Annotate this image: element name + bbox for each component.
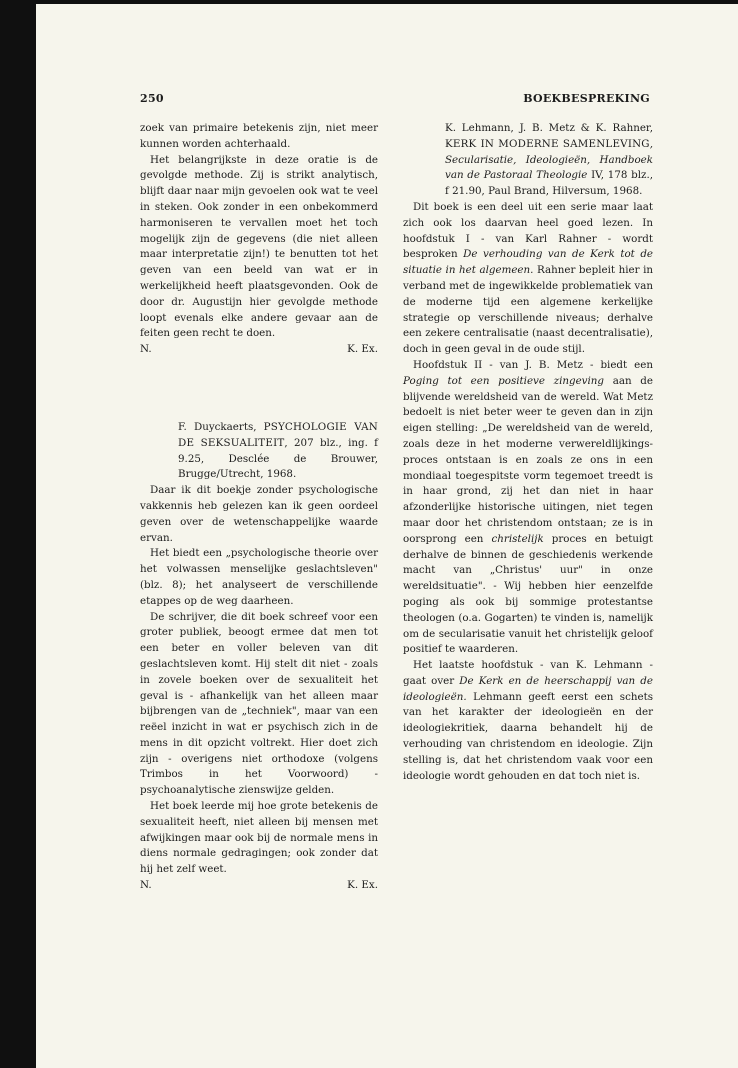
- ref-authors: F. Duyckaerts,: [178, 420, 264, 433]
- text-run: Het laatste hoofdstuk - van K. Lehmann - gaat over: [403, 659, 653, 687]
- paragraph: [403, 658, 653, 784]
- page-number: 250: [140, 92, 164, 105]
- ref-details: IV, 178 blz., f 21.90, Paul Brand, Hilversum, 1968.: [445, 169, 654, 198]
- signature-name: K. Ex.: [347, 879, 378, 892]
- text-run: Rahner bepleit hier in verband met de ingewikkelde problematiek van de moderne tijd een algemene kerkelijke strategie op verschillende niveaus; derhalve een zekere centralisatie (naast decentralisatie), doch in geen geval in de oude stijl.: [403, 264, 653, 356]
- emphasis: christelijk: [491, 532, 544, 545]
- ref-title: KERK IN MODERNE SAMENLEVING: [445, 137, 650, 150]
- text-run: proces en betuigt derhalve de binnen de geschiedenis werkende macht van „Christus' uur" in onze wereldsituatie". - Wij hebben hier eenzelfde poging als ook bij sommige protestantse theologen (o.a. Gogarten) te vinden is, namelijk om de secularisatie vanuit het christelijk geloof positief te waarderen.: [403, 532, 653, 656]
- paragraph: Het belangrijkste in deze oratie is de gevolgde methode. Zij is strikt analytisch, blijft daar naar mijn gevoelen ook wat te veel in steken. Ook zonder in een onbekommerd harmoniseren te vervallen moet het toch mogelijk zijn de gegevens (die niet alleen maar interpretatie zijn!) te benutten tot het geven van een beeld van wat er in werkelijkheid heeft plaatsgevonden. Ook de door dr. Augustijn hier gevolgde methode loopt evenals elke andere gevaar aan de feiten geen recht te doen.: [140, 153, 378, 340]
- chapter-title: De verhouding van de Kerk tot de situatie in het algemeen.: [403, 248, 654, 277]
- paragraph: zoek van primaire betekenis zijn, niet meer kunnen worden achterhaald.: [140, 122, 378, 150]
- text-run: Hoofdstuk II - van J. B. Metz - biedt een: [413, 358, 653, 371]
- text-run: aan de blijvende wereldsheid van de wereld. Wat Metz bedoelt is niet beter weer te geven dan in zijn eigen stelling: „De wereldsheid van de wereld, zoals deze in het moderne verwereldlijkings-proces ontstaan is en zoals ze ons in een mondiaal toegespitste vorm tegemoet treedt is in haar grond, zij het dan niet in haar afzonderlijke historische uitingen, niet tegen maar door het christendom ontstaan; ze is in oorsprong een: [403, 374, 653, 545]
- paragraph: Daar ik dit boekje zonder psychologische vakkennis heb gelezen kan ik geen oordeel geven over de wetenschappelijke waarde ervan.: [140, 484, 378, 544]
- signature-name: K. Ex.: [347, 343, 378, 356]
- ref-details: , 207 blz., ing. f 9.25, Desclée de Brouwer, Brugge/Utrecht, 1968.: [178, 436, 378, 481]
- book-reference: [403, 121, 653, 200]
- signature-initial: N.: [140, 343, 152, 356]
- ref-subtitle: , Secularisatie, Ideologieën, Handboek van de Pastoraal Theologie: [445, 137, 653, 182]
- text-run: Dit boek is een deel uit een serie maar laat zich ook los daarvan heel goed lezen. In hoofdstuk I - van Karl Rahner - wordt besproken: [403, 200, 653, 261]
- reviewer-signature: [140, 878, 378, 894]
- right-column: [403, 121, 653, 784]
- paragraph: De schrijver, die dit boek schreef voor een groter publiek, beoogt ermee dat men tot een beter en voller beleven van dit geslachtsleven komt. Hij stelt dit niet - zoals in zovele boeken over de sexualiteit het geval is - afhankelijk van het alleen maar bijbrengen van de „techniek", maar van een reëel inzicht in wat er psychisch zich in de mens in dit opzicht voltrekt. Hier doet zich zijn - overigens niet orthodoxe (volgens Trimbos in het Voorwoord) - psychoanalytische zienswijze gelden.: [140, 610, 378, 797]
- paragraph: [403, 200, 653, 358]
- chapter-title: De Kerk en de heerschappij van de ideologieën.: [403, 674, 653, 703]
- paragraph: Het biedt een „psychologische theorie over het volwassen menselijke geslachtsleven" (blz. 8); het analyseert de verschillende etappes op de weg daarheen.: [140, 547, 378, 607]
- ref-authors: K. Lehmann, J. B. Metz & K. Rahner,: [445, 122, 653, 134]
- book-reference: [140, 420, 378, 483]
- left-column: [140, 121, 378, 894]
- scan-left-border: [0, 0, 36, 1068]
- reviewer-signature: [140, 342, 378, 358]
- signature-initial: N.: [140, 879, 152, 892]
- running-title: BOEKBESPREKING: [523, 92, 650, 105]
- paragraph: [403, 358, 653, 658]
- ref-title: PSYCHOLOGIE VAN DE SEKSUALITEIT: [178, 420, 378, 449]
- chapter-title: Poging tot een positieve zingeving: [403, 374, 605, 387]
- text-run: Lehmann geeft eerst een schets van het karakter der ideologieën en der ideologiekritiek, daarna behandelt hij de verhouding van christendom en ideologie. Zijn stelling is, dat het christendom vaak voor een ideologie wordt gehouden en dat toch niet is.: [403, 690, 653, 782]
- scan-top-border: [0, 0, 738, 4]
- paragraph: Het boek leerde mij hoe grote betekenis de sexualiteit heeft, niet alleen bij mensen met afwijkingen maar ook bij de normale mens in diens normale gedragingen; ook zonder dat hij het zelf weet.: [140, 800, 378, 876]
